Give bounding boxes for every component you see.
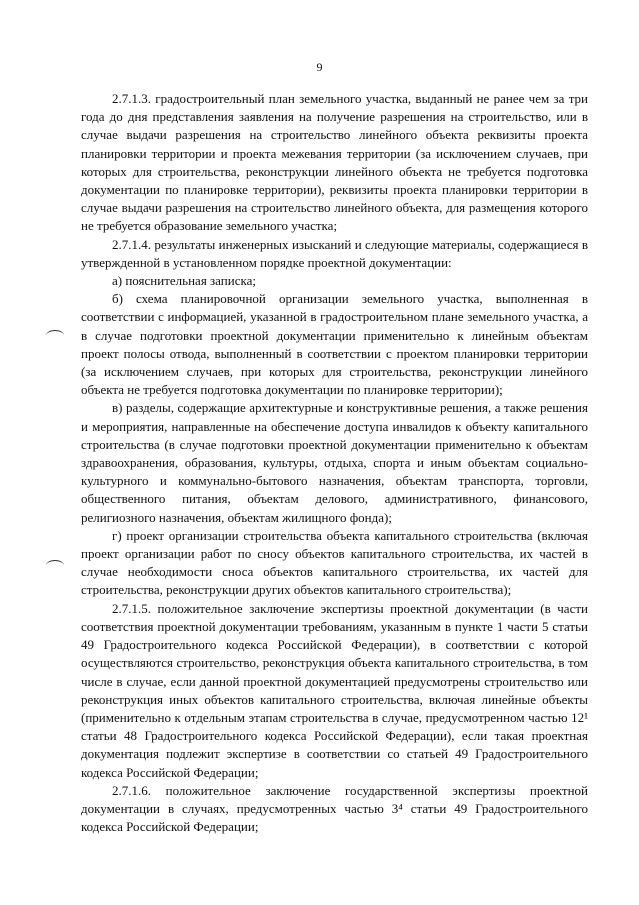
- margin-mark: [46, 330, 64, 341]
- margin-mark: [46, 560, 64, 571]
- paragraph-2-7-1-6: 2.7.1.6. положительное заключение государственной экспертизы проектной документации в случаях, предусмотренных частью 3⁴ статьи 49 Градостроительного кодекса Российской Федерации;: [81, 782, 588, 835]
- list-item-a: а) пояснительная записка;: [112, 273, 256, 289]
- page-number: 9: [316, 60, 323, 74]
- paragraph-2-7-1-3: 2.7.1.3. градостроительный план земельного участка, выданный не ранее чем за три года до дня представления заявления на получение разрешения на строительство, или в случае выдачи разрешения на строительство линейного объекта реквизиты проекта планировки территории и проекта межевания территории (за исключением случаев, при которых для строительства, реконструкции линейного объекта не требуется подготовка документации по планировке территории), реквизиты проекта планировки территории в случае выдачи разрешения на строительство линейного объекта, для размещения которого не требуется образование земельного участка;: [81, 91, 588, 234]
- document-body: [81, 90, 588, 836]
- list-item-g: г) проект организации строительства объекта капитального строительства (включая проект организации работ по сносу объектов капитального строительства, их частей в случае необходимости сноса объектов капитального строительства, их частей для строительства, реконструкции других объектов капитального строительства);: [81, 527, 588, 598]
- list-item-v: в) разделы, содержащие архитектурные и конструктивные решения, а также решения и мероприятия, направленные на обеспечение доступа инвалидов к объекту капитального строительства (в случае подготовки проектной документации применительно к объектам здравоохранения, образования, культуры, отдыха, спорта и иным объектам социально-культурного и коммунально-бытового назначения, объектам транспорта, торговли, общественного питания, объектам делового, административного, финансового, религиозного назначения, объектам жилищного фонда);: [81, 400, 588, 525]
- paragraph-2-7-1-4: 2.7.1.4. результаты инженерных изысканий и следующие материалы, содержащиеся в утвержденной в установленном порядке проектной документации:: [81, 236, 588, 270]
- paragraph-2-7-1-5: 2.7.1.5. положительное заключение экспертизы проектной документации (в части соответствия проектной документации требованиям, указанным в пункте 1 части 5 статьи 49 Градостроительного кодекса Российской Федерации), в соответствии с которой осуществляются строительство, реконструкция объекта капитального строительства, в том числе в случае, если данной проектной документацией предусмотрены строительство или реконструкция иных объектов капитального строительства, включая линейные объекты (применительно к отдельным этапам строительства в случае, предусмотренном частью 12¹ статьи 48 Градостроительного кодекса Российской Федерации), если такая проектная документация подлежит экспертизе в соответствии со статьей 49 Градостроительного кодекса Российской Федерации;: [81, 600, 588, 780]
- list-item-b: б) схема планировочной организации земельного участка, выполненная в соответствии с информацией, указанной в градостроительном плане земельного участка, а в случае подготовки проектной документации применительно к линейным объектам проект полосы отвода, выполненный в соответствии с проектом планировки территории (за исключением случаев, при которых для строительства, реконструкции линейного объекта не требуется подготовка документации по планировке территории);: [81, 291, 588, 398]
